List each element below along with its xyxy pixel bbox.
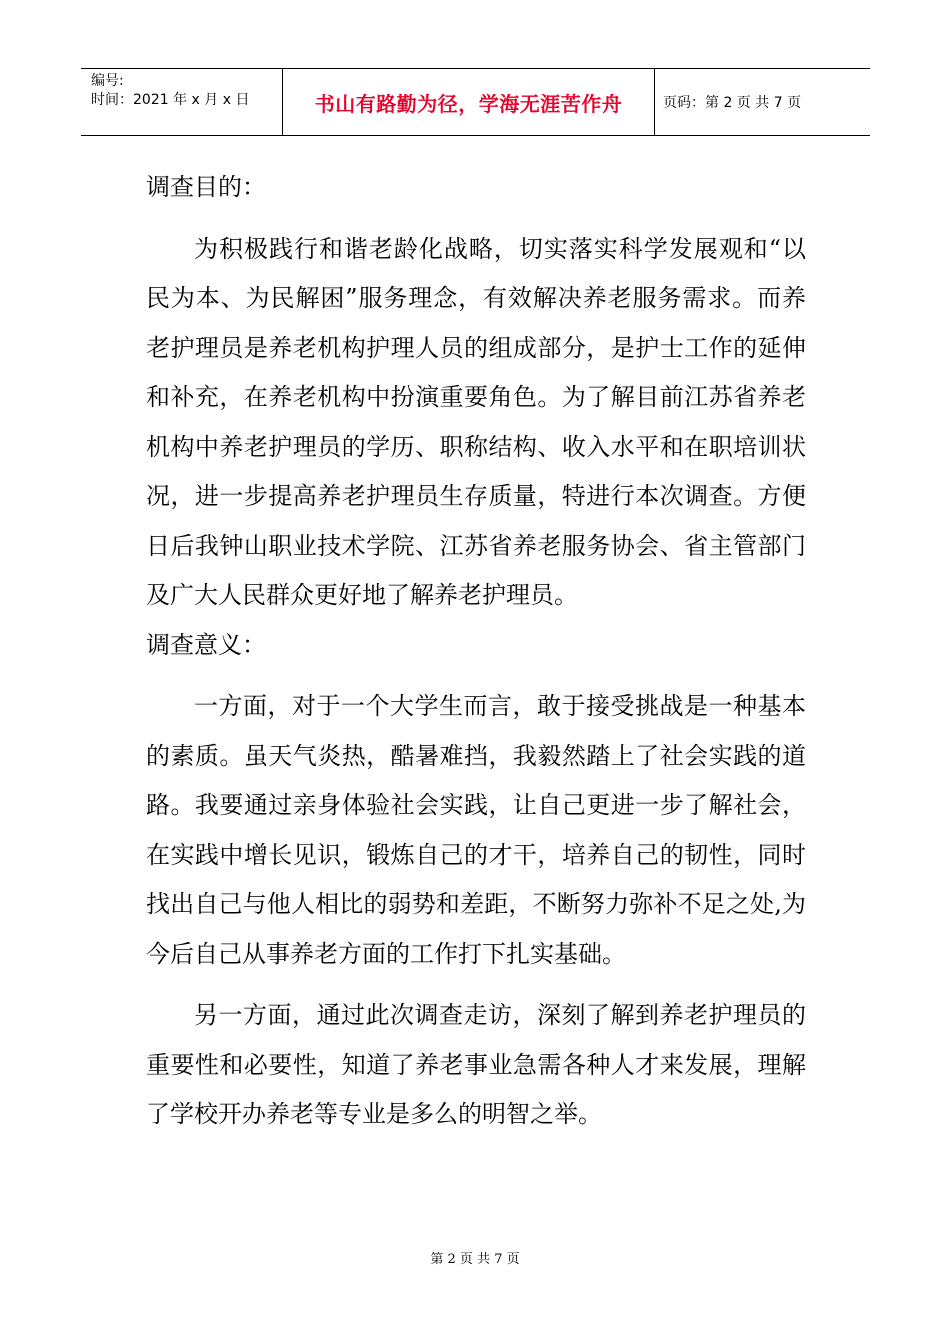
document-time-label: 时间：2021 年 x 月 x 日: [91, 92, 250, 108]
document-body: [146, 163, 806, 1140]
header-motto: 书山有路勤为径，学海无涯苦作舟: [314, 91, 623, 116]
significance-paragraph-2: 另一方面，通过此次调查走访，深刻了解到养老护理员的重要性和必要性，知道了养老事业急需各种人才来发展，理解了学校开办养老等专业是多么的明智之举。: [146, 1001, 806, 1128]
header-motto-cell: [283, 69, 655, 135]
page-footer: 第 2 页 共 7 页: [430, 1252, 520, 1267]
significance-heading: 调查意义：: [146, 630, 266, 659]
header-page-cell: [655, 69, 870, 135]
significance-paragraph-1: 一方面，对于一个大学生而言，敢于接受挑战是一种基本的素质。虽天气炎热，酷暑难挡，我毅然踏上了社会实践的道路。我要通过亲身体验社会实践，让自己更进一步了解社会，在实践中增长见识，锻炼自己的才干，培养自己的韧性，同时找出自己与他人相比的弱势和差距，不断努力弥补不足之处,为今后自己从事养老方面的工作打下扎实基础。: [146, 692, 806, 968]
header-meta-cell: [81, 69, 283, 135]
document-number-label: 编号:: [91, 73, 124, 89]
page-header: [81, 68, 870, 136]
purpose-heading: 调查目的：: [146, 173, 266, 201]
header-page-code: 页码：第 2 页 共 7 页: [663, 95, 802, 111]
purpose-paragraph: 为积极践行和谐老龄化战略，切实落实科学发展观和“以民为本、为民解困”服务理念，有效解决养老服务需求。而养老护理员是养老机构护理人员的组成部分，是护士工作的延伸和补充，在养老机构中扮演重要角色。为了解目前江苏省养老机构中养老护理员的学历、职称结构、收入水平和在职培训状况，进一步提高养老护理员生存质量，特进行本次调查。方便日后我钟山职业技术学院、江苏省养老服务协会、省主管部门及广大人民群众更好地了解养老护理员。: [146, 234, 806, 609]
